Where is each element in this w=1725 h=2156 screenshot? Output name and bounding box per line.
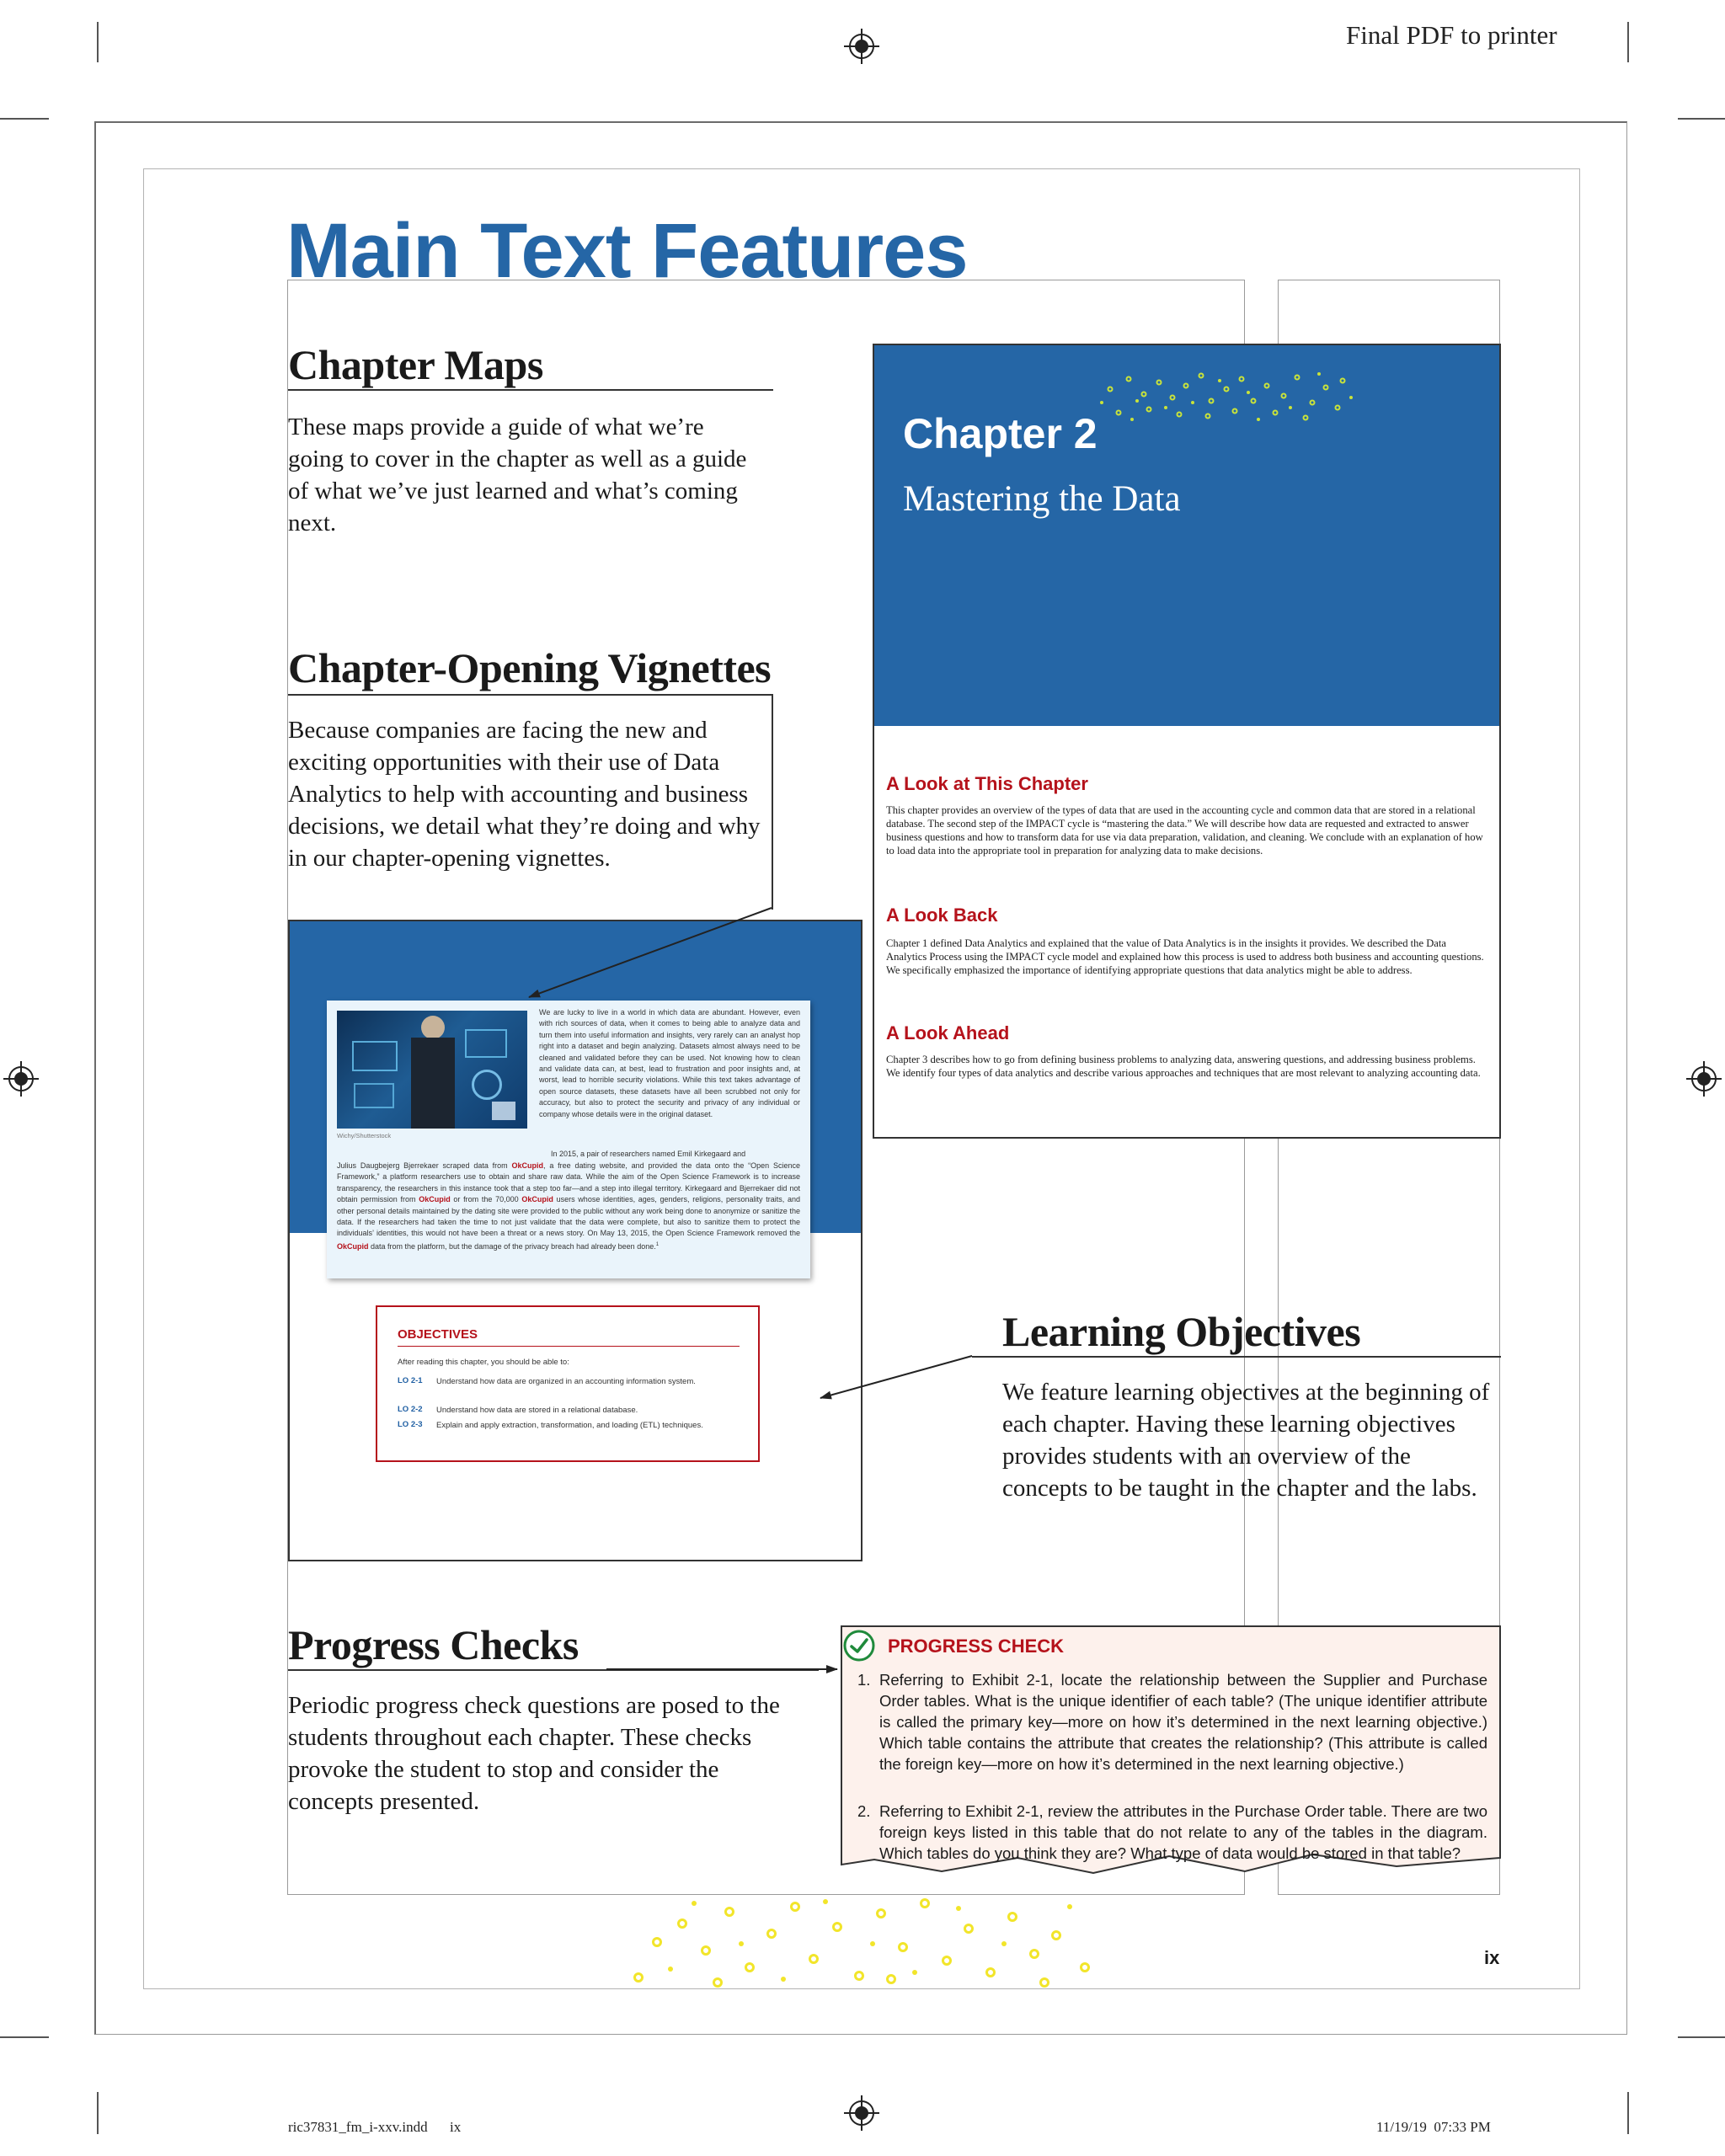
vignette-para-1: We are lucky to live in a world in which data are abundant. However, even with rich sources of data, when it comes to being able to analyze data and turn them into useful information and insights, very rarely can an analyst hop right into a dataset and begin analyzing. Datasets almost always need to be cleaned and validated before they can be used. Not knowing how to clean and validate data can, at best, lead to frustration and poor insights and, at worst, lead to horrible security violations. While this text takes advantage of open source datasets, these datasets have all been scrubbed not only for accuracy, but also to protect the security and privacy of any individual or company whose details were in the original dataset. — [539, 1008, 800, 1118]
objectives-heading: OBJECTIVES — [398, 1327, 478, 1342]
section-body-chapter-maps: These maps provide a guide of what we’re going to cover in the chapter as well as a guide of what we’ve just learned and what’s coming next. — [288, 414, 747, 536]
section-title-learning-objectives: Learning Objectives — [1002, 1308, 1361, 1355]
lo-code: LO 2-3 — [398, 1420, 423, 1429]
section-title-chapter-maps: Chapter Maps — [288, 341, 543, 388]
section-title-progress-checks: Progress Checks — [288, 1621, 579, 1668]
confetti-decoration — [623, 1895, 1112, 1989]
page-number: ix — [1484, 1947, 1500, 1968]
look-at-heading: A Look at This Chapter — [886, 773, 1088, 794]
okcupid-mention: OkCupid — [337, 1241, 369, 1251]
footer-datetime: 11/19/19 07:33 PM — [1376, 2119, 1491, 2135]
okcupid-mention: OkCupid — [511, 1161, 543, 1170]
look-back-text: Chapter 1 defined Data Analytics and explained that the value of Data Analytics is in the insights it provides. We described the Data Analytics Process using the IMPACT cycle model and explained how this process is used to address both business and accounting questions. We specifically emphasized the importance of identifying appropriate questions that data analytics might be able to address. — [886, 937, 1484, 976]
printer-slug: Final PDF to printer — [1346, 20, 1557, 50]
footnote-marker: 1 — [655, 1241, 660, 1247]
arrow-icon — [820, 1356, 972, 1398]
okcupid-mention: OkCupid — [419, 1195, 451, 1204]
section-body-vignettes: Because companies are facing the new and exciting opportunities with their use of Data Analytics to help with accounting and business decisions, we detail what they’re doing and why in our chapter-opening vignettes. — [288, 717, 761, 872]
section-title-vignettes: Chapter-Opening Vignettes — [288, 644, 772, 691]
pc-item-num: 1. — [857, 1671, 871, 1689]
objectives-intro: After reading this chapter, you should be able to: — [398, 1358, 569, 1367]
vignette-para-2: Julius Daugbejerg Bjerrekaer scraped data from OkCupid, a free dating website, and provided the data onto the “Open Science Framework,” a platform researchers use to obtain and share raw data. While the aim of the Open Science Framework is to increase transparency, the researchers in this instance took that a step too far—and a step into illegal territory. Kirkegaard and Bjerrekaer did not obtain permission from OkCupid or from the 70,000 OkCupid users whose identities, ages, genders, religions, personality traits, and other personal details maintained by the dating site were provided to the public without any work being done to anonymize or sanitize the data. If the researchers had taken the time to not just validate that the data were complete, but also to sanitize them to protect the individuals’ identities, this would not have been a threat or a news story. On May 13, 2015, the Open Science Framework removed the OkCupid data from the platform, but the damage of the privacy breach had already been done.$^1$ — [337, 1161, 800, 1251]
section-body-progress-checks: Periodic progress check questions are posed to the students throughout each chapter. These checks provoke the student to stop and consider the concepts presented. — [288, 1692, 780, 1815]
lo-text: Understand how data are organized in an accounting information system. — [436, 1377, 696, 1386]
okcupid-mention: OkCupid — [521, 1195, 553, 1204]
lo-code: LO 2-1 — [398, 1376, 423, 1385]
progress-check-heading: PROGRESS CHECK — [888, 1636, 1065, 1657]
look-back-heading: A Look Back — [886, 905, 998, 926]
photo-credit: Wichy/Shutterstock — [337, 1132, 392, 1139]
chapter-label: Chapter 2 — [903, 410, 1097, 457]
vignette-para-2-start: In 2015, a pair of researchers named Emil Kirkegaard and — [551, 1150, 746, 1158]
look-ahead-heading: A Look Ahead — [886, 1022, 1010, 1043]
lo-text: Understand how data are stored in a relational database. — [436, 1406, 638, 1415]
footer-file: ric37831_fm_i-xxv.indd — [288, 2119, 428, 2135]
footer-page: ix — [450, 2119, 462, 2135]
page-title: Main Text Features — [286, 208, 968, 294]
pc-item-num: 2. — [857, 1802, 871, 1820]
pc-item-text: Referring to Exhibit 2-1, review the attributes in the Purchase Order table. There are two foreign keys listed in this table that do not relate to any of the tables in the diagram. Which tables do you think they are? What type of data would be stored in that table? — [879, 1802, 1487, 1862]
arrow-icon — [529, 908, 772, 997]
look-ahead-text: Chapter 3 describes how to go from defining business problems to analyzing data, answering questions, and addressing business problems. We identify four types of data analytics and describe various approaches and techniques that are most relevant to analyzing accounting data. — [886, 1054, 1481, 1079]
lo-code: LO 2-2 — [398, 1405, 423, 1414]
lo-text: Explain and apply extraction, transformation, and loading (ETL) techniques. — [436, 1421, 703, 1430]
pc-item-text: Referring to Exhibit 2-1, locate the relationship between the Supplier and Purchase Order tables. What is the unique identifier of each table? (The unique identifier attribute is called the primary key—more on how it’s determined in the next learning objective.) Which table contains the attribute that creates the relationship? (This attribute is called the foreign key—more on how it’s determined in the next learning objective.) — [879, 1671, 1487, 1773]
look-at-text: This chapter provides an overview of the types of data that are used in the accounting cycle and common data that are stored in a relational database. The second step of the IMPACT cycle is “mastering the data.” We will describe how data are requested and extracted to answer business questions and how to transform data for use via data preparation, validation, and cleaning. We conclude with an explanation of how to load data into the appropriate tool in preparation for analyzing data to make decisions. — [886, 804, 1483, 857]
chapter-title: Mastering the Data — [903, 479, 1181, 519]
section-body-learning-objectives: We feature learning objectives at the beginning of each chapter. Having these learning objectives provides students with an overview of the concepts to be taught in the chapter and the labs. — [1002, 1379, 1490, 1502]
